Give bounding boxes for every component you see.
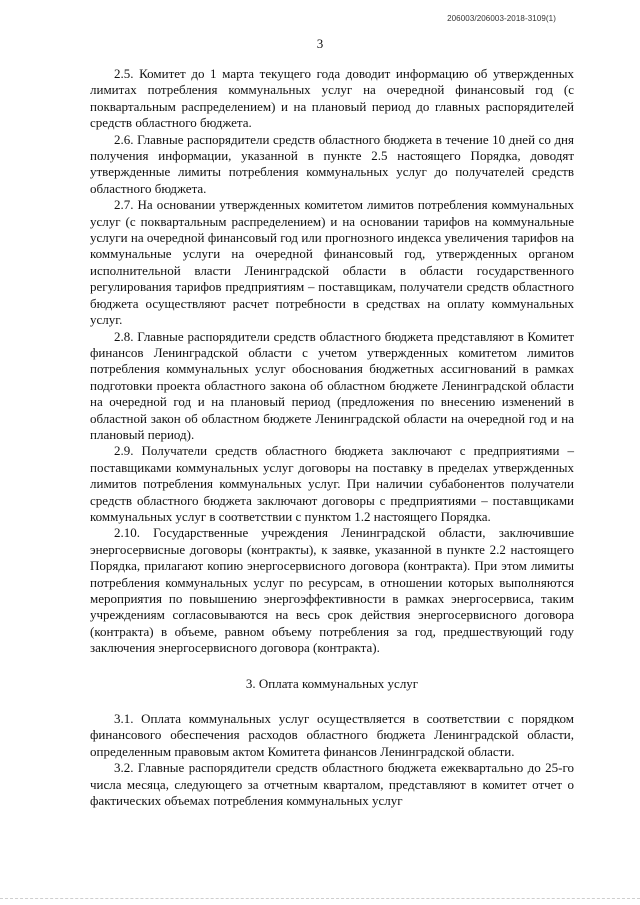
- document-id: 206003/206003-2018-3109(1): [447, 14, 556, 23]
- paragraph-2-9: 2.9. Получатели средств областного бюджета заключают с предприятиями – поставщиками коммунальных услуг договоры на поставку в пределах утвержденных лимитов потребления коммунальных услуг. При наличии субабонентов получатели средств областного бюджета заключают договоры с предприятиями – поставщиками коммунальных услуг в соответствии с пунктом 1.2 настоящего Порядка.: [90, 443, 574, 524]
- paragraph-2-10: 2.10. Государственные учреждения Ленинградской области, заключившие энергосервисные договоры (контракты), к заявке, указанной в пункте 2.2 настоящего Порядка, прилагают копию энергосервисного договора (контракта). При этом лимиты потребления коммунальных услуг по ресурсам, в отношении которых выполняются мероприятия по повышению энергоэффективности в рамках энергосервиса, таким учреждениям согласовываются на весь срок действия энергосервисного договора (контракта) в объеме, равном объему потребления за год, предшествующий году заключения энергосервисного договора (контракта).: [90, 525, 574, 656]
- paragraph-2-6: 2.6. Главные распорядители средств областного бюджета в течение 10 дней со дня получения информации, указанной в пункте 2.5 настоящего Порядка, доводят утвержденные лимиты потребления коммунальных услуг до получателей средств областного бюджета.: [90, 131, 574, 196]
- scan-edge-line: [0, 898, 640, 899]
- section-heading: 3. Оплата коммунальных услуг: [245, 675, 419, 691]
- paragraph-2-8: 2.8. Главные распорядители средств областного бюджета представляют в Комитет финансов Ленинградской области с учетом утвержденных комитетом лимитов потребления коммунальных услуг обоснования бюджетных ассигнований в рамках подготовки проекта областного закона об областном бюджете Ленинградской области на очередной год и на плановый период (предложения по внесению изменений в областной закон об областном бюджете Ленинградской области на очередной год и на плановый период).: [90, 328, 574, 442]
- paragraph-3-2: 3.2. Главные распорядители средств областного бюджета ежеквартально до 25-го числа месяца, следующего за отчетным кварталом, представляют в комитет отчет о фактических объемах потребления коммунальных услуг: [90, 760, 574, 809]
- page-number: 3: [316, 36, 324, 51]
- document-body: [90, 66, 574, 809]
- paragraph-2-7: 2.7. На основании утвержденных комитетом лимитов потребления коммунальных услуг (с поквартальным распределением) и на основании тарифов на коммунальные услуги на очередной финансовый год или прогнозного индекса увеличения тарифов на коммунальные услуги на очередной финансовый год, утвержденных органом исполнительной власти Ленинградской области в области государственного регулирования тарифов предприятиям – поставщикам, получатели средств областного бюджета осуществляют расчет потребности в средствах на оплату коммунальных услуг.: [90, 197, 574, 328]
- paragraph-2-5: 2.5. Комитет до 1 марта текущего года доводит информацию об утвержденных лимитах потребления коммунальных услуг на очередной финансовый год (с поквартальным распределением) и на плановый период до главных распорядителей средств областного бюджета.: [90, 66, 574, 131]
- paragraph-3-1: 3.1. Оплата коммунальных услуг осуществляется в соответствии с порядком финансового обеспечения расходов областного бюджета Ленинградской области, определенным правовым актом Комитета финансов Ленинградской области.: [90, 711, 574, 759]
